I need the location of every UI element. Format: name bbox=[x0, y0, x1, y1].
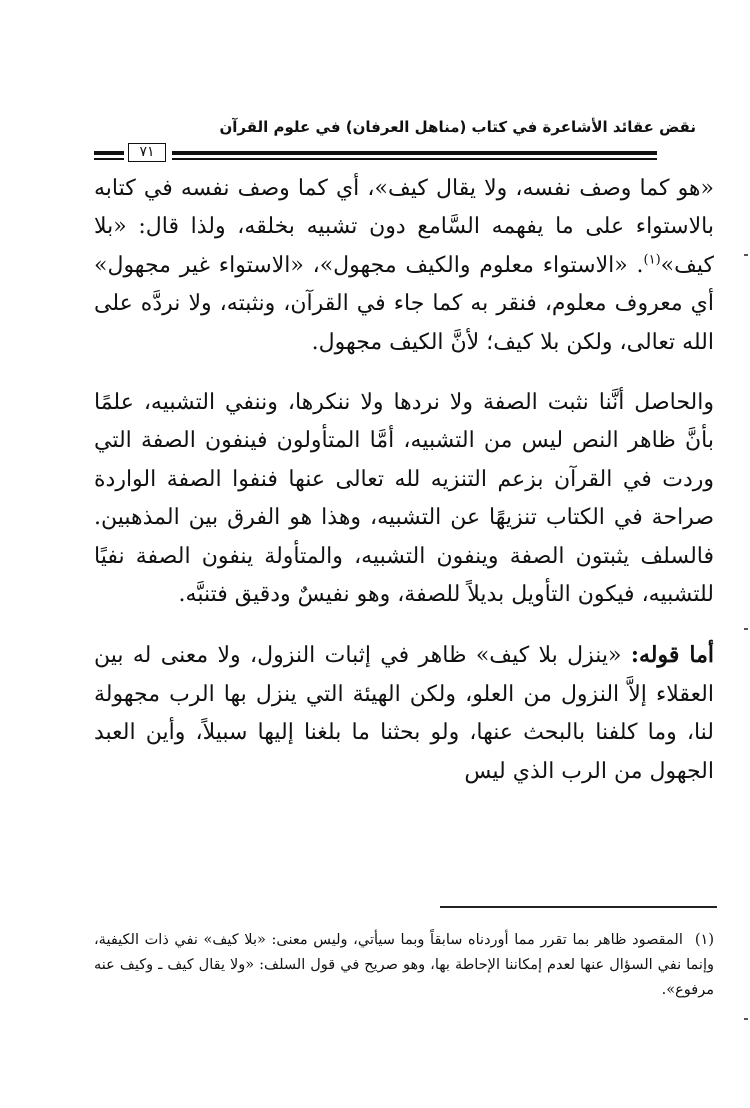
scan-mark bbox=[744, 1018, 748, 1020]
scan-mark bbox=[744, 254, 748, 256]
paragraph-1-part-a: «هو كما وصف نفسه، ولا يقال كيف»، أي كما وصف نفسه في كتابه بالاستواء على ما يفهمه السَّامع دون تشبيه بخلقه، ولذا قال: «بلا كيف» bbox=[94, 176, 714, 278]
paragraph-3 bbox=[94, 636, 714, 791]
header-rule-left-thick bbox=[94, 151, 124, 155]
header-rule bbox=[94, 143, 657, 165]
footnote-separator bbox=[440, 906, 717, 908]
footnote-number: (١) bbox=[694, 932, 714, 948]
paragraph-2: والحاصل أنَّنا نثبت الصفة ولا نردها ولا ننكرها، وننفي التشبيه، علمًا بأنَّ ظاهر النص ليس من التشبيه، أمَّا المتأولون فينفون الصفة التي وردت في القرآن بزعم التنزيه لله تعالى عنها فنفوا الصفة الواردة صراحة في الكتاب تنزيهًا عن التشبيه، وهذا هو الفرق بين المذهبين. فالسلف يثبتون الصفة وينفون التشبيه، والمتأولة ينفون الصفة نفيًا للتشبيه، فيكون التأويل بديلاً للصفة، وهو نفيسٌ ودقيق فتنبَّه. bbox=[94, 390, 714, 608]
header-rule-right-thin bbox=[172, 158, 657, 160]
header-rule-left-thin bbox=[94, 158, 124, 160]
page-number: ٧١ bbox=[128, 143, 166, 162]
paragraph-3-rest: «ينزل بلا كيف» ظاهر في إثبات النزول، ولا معنى له بين العقلاء إلاَّ النزول من العلو، ولكن الهيئة التي ينزل بها الرب مجهولة لنا، وما كلفنا بالبحث عنها، ولو بحثنا ما بلغنا إليها سبيلاً، وأين العبد الجهول من الرب الذي ليس bbox=[94, 643, 714, 784]
header-rule-right-thick bbox=[172, 151, 657, 155]
paragraph-1 bbox=[94, 170, 714, 362]
footnote bbox=[94, 928, 714, 1003]
paragraph-3-lead: أما قوله: bbox=[630, 642, 715, 669]
scan-mark bbox=[744, 628, 748, 630]
paragraph-1-part-b: . «الاستواء معلوم والكيف مجهول»، «الاستواء غير مجهول» أي معروف معلوم، فنقر به كما جاء في القرآن، ونثبته، ولا نردَّه على الله تعالى، ولكن بلا كيف؛ لأنَّ الكيف مجهول. bbox=[94, 252, 714, 355]
main-text bbox=[94, 170, 714, 791]
footnote-reference[interactable]: (١) bbox=[643, 252, 661, 268]
footnote-text: المقصود ظاهر بما تقرر مما أوردناه سابقاً وبما سيأتي، وليس معنى: «بلا كيف» نفي ذات الكيفية، وإنما نفي السؤال عنها لعدم إمكاننا الإحاطة بها، وهو صريح في قول السلف: «ولا يقال كيف ـ وكيف عنه مرفوع». bbox=[94, 932, 714, 998]
running-title: نقض عقائد الأشاعرة في كتاب (مناهل العرفان) في علوم القرآن bbox=[219, 118, 696, 136]
